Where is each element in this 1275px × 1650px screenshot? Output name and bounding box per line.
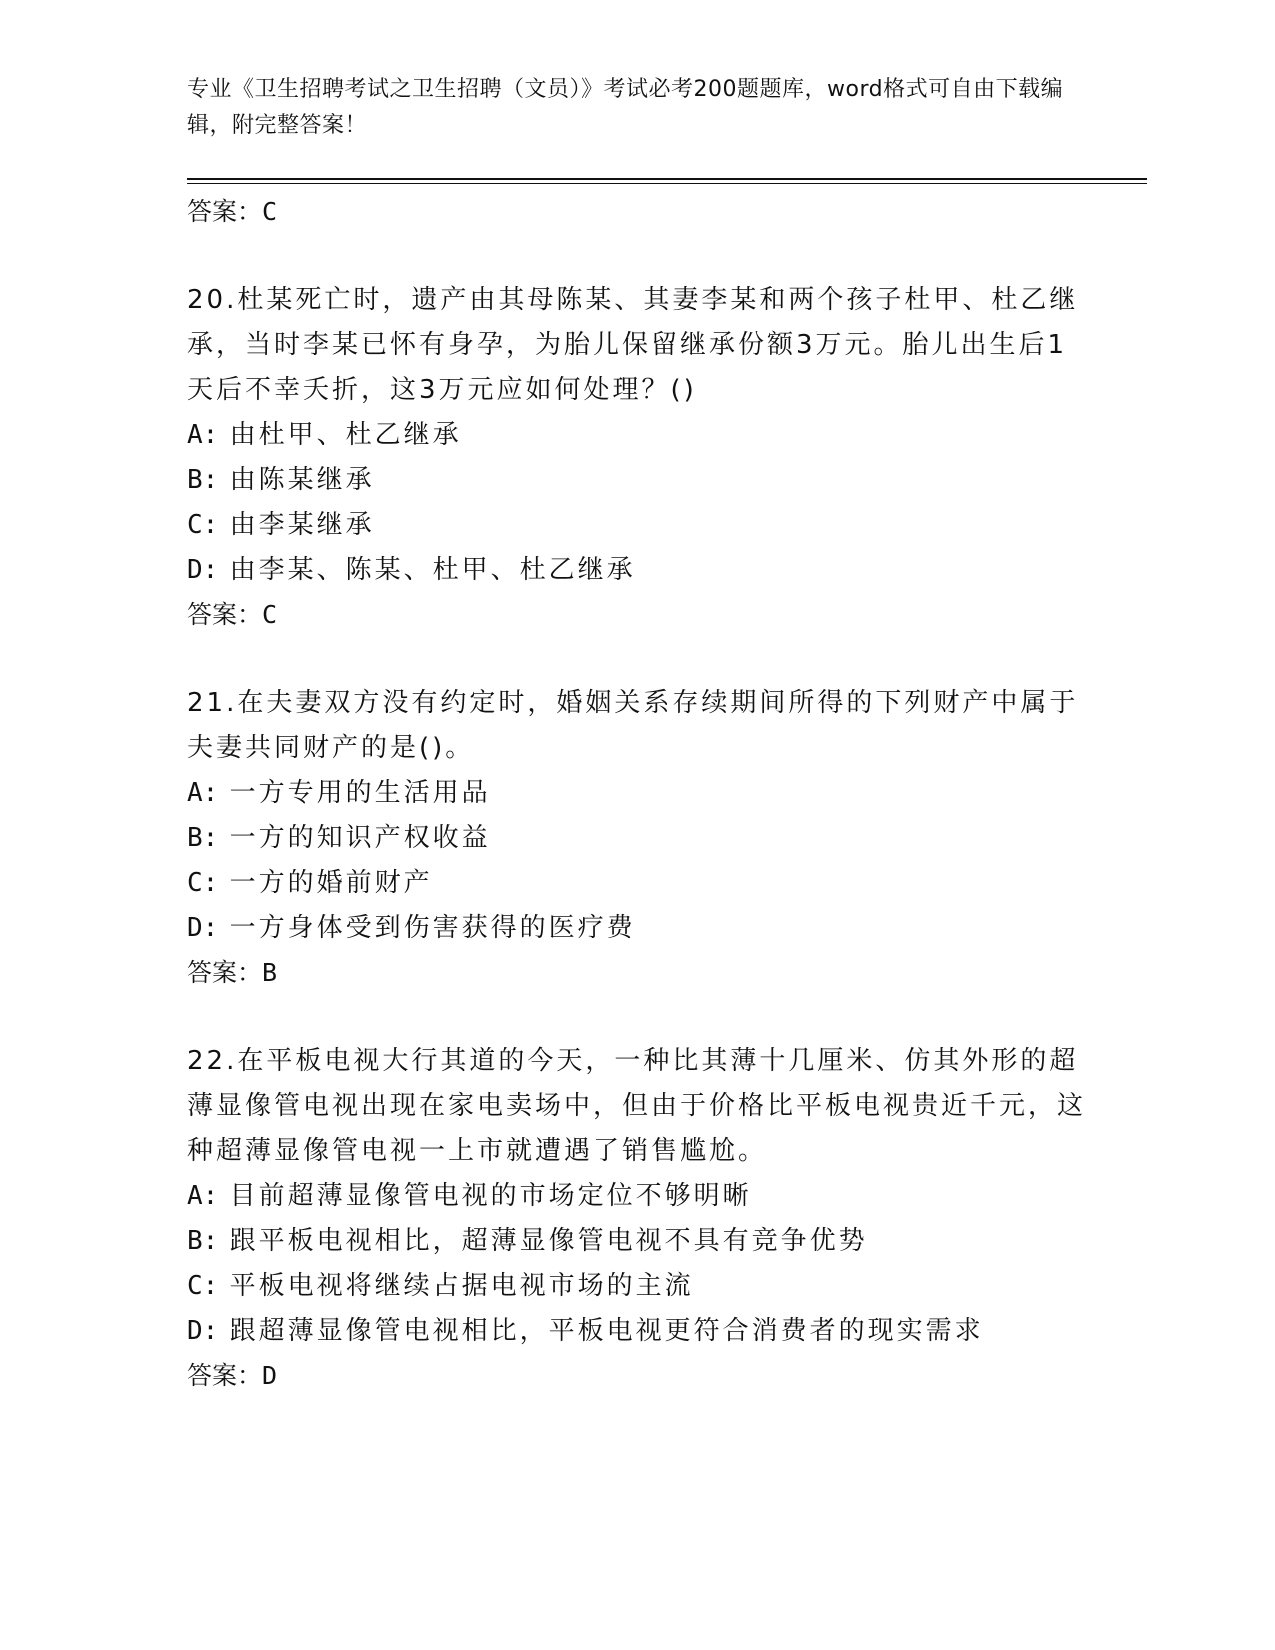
answer: 答案：C [187, 600, 278, 629]
option-label: A: [187, 778, 219, 808]
option-text: 平板电视将继续占据电视市场的主流 [229, 1271, 694, 1301]
option-label: C: [187, 868, 219, 898]
document-content [187, 190, 1087, 1398]
option-text: 一方的知识产权收益 [229, 823, 491, 853]
question-text: 21.在夫妻双方没有约定时，婚姻关系存续期间所得的下列财产中属于夫妻共同财产的是()。 [187, 688, 1079, 763]
option-label: A: [187, 1181, 219, 1211]
option-b [187, 816, 1087, 861]
option-label: C: [187, 1271, 219, 1301]
option-text: 一方专用的生活用品 [229, 778, 491, 808]
option-label: B: [187, 465, 219, 495]
answer: 答案：B [187, 958, 278, 987]
option-text: 由杜甲、杜乙继承 [229, 420, 462, 450]
option-text: 一方的婚前财产 [229, 868, 433, 898]
option-label: A: [187, 420, 219, 450]
option-label: B: [187, 1226, 219, 1256]
option-text: 一方身体受到伤害获得的医疗费 [229, 913, 636, 943]
option-d [187, 906, 1087, 951]
question-21 [187, 681, 1087, 995]
option-a [187, 413, 1087, 458]
header-intro: 专业《卫生招聘考试之卫生招聘（文员）》考试必考200题题库，word格式可自由下载编辑，附完整答案！ [187, 77, 1064, 138]
option-c [187, 1264, 1087, 1309]
option-text: 由陈某继承 [229, 465, 375, 495]
option-b [187, 1219, 1087, 1264]
question-text: 20.杜某死亡时，遗产由其母陈某、其妻李某和两个孩子杜甲、杜乙继承，当时李某已怀有身孕，为胎儿保留继承份额3万元。胎儿出生后1天后不幸夭折，这3万元应如何处理？() [187, 285, 1079, 405]
option-c [187, 503, 1087, 548]
option-label: D: [187, 555, 219, 585]
option-text: 由李某继承 [229, 510, 375, 540]
question-20 [187, 278, 1087, 637]
previous-answer: 答案：C [187, 197, 278, 226]
option-label: B: [187, 823, 219, 853]
option-label: D: [187, 1316, 219, 1346]
question-text: 22.在平板电视大行其道的今天，一种比其薄十几厘米、仿其外形的超薄显像管电视出现在家电卖场中，但由于价格比平板电视贵近千元，这种超薄显像管电视一上市就遭遇了销售尴尬。 [187, 1046, 1087, 1166]
option-d [187, 548, 1087, 593]
option-text: 跟超薄显像管电视相比，平板电视更符合消费者的现实需求 [229, 1316, 984, 1346]
header-divider-thin [187, 183, 1147, 184]
answer: 答案：D [187, 1361, 278, 1390]
header-divider-thick [187, 178, 1147, 180]
question-22 [187, 1039, 1087, 1398]
option-b [187, 458, 1087, 503]
option-d [187, 1309, 1087, 1354]
option-text: 目前超薄显像管电视的市场定位不够明晰 [229, 1181, 752, 1211]
option-a [187, 1174, 1087, 1219]
option-text: 由李某、陈某、杜甲、杜乙继承 [229, 555, 636, 585]
option-c [187, 861, 1087, 906]
option-text: 跟平板电视相比，超薄显像管电视不具有竞争优势 [229, 1226, 868, 1256]
option-a [187, 771, 1087, 816]
option-label: D: [187, 913, 219, 943]
option-label: C: [187, 510, 219, 540]
